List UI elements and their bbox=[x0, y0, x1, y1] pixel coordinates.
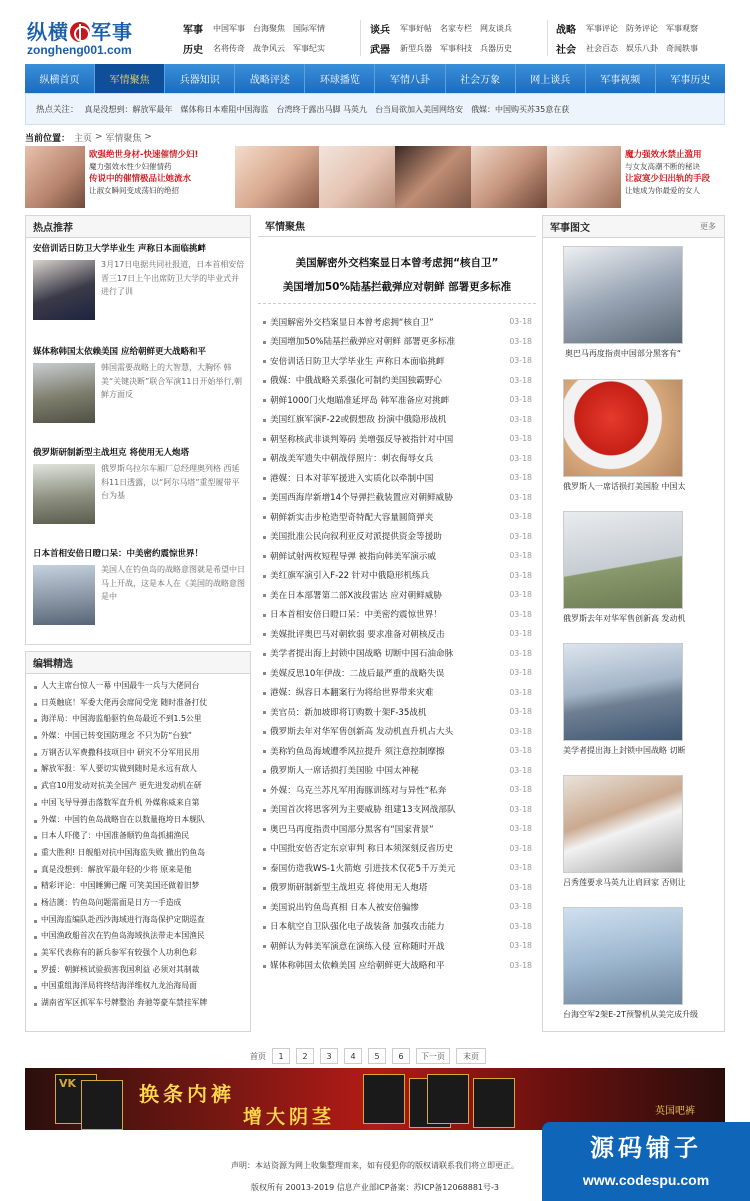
logo-text-a: 纵横 bbox=[27, 20, 69, 44]
picture-caption[interactable]: 俄罗斯人一席话损打美国脸 中国太 bbox=[563, 482, 686, 491]
news-date: 03-18 bbox=[509, 375, 532, 385]
list-item[interactable]: 美军代表称有的新兵参军有较强个人功利色彩 bbox=[33, 947, 245, 964]
topnav-category[interactable]: 军事 bbox=[183, 24, 203, 36]
pager-page[interactable]: 1 bbox=[272, 1048, 290, 1064]
pager-page[interactable]: 3 bbox=[320, 1048, 338, 1064]
topnav-link[interactable]: 名家专栏 bbox=[440, 23, 472, 33]
news-title[interactable]: 美国解密外交档案显日本曾考虑拥“核自卫” bbox=[270, 317, 434, 328]
picture-item[interactable] bbox=[563, 643, 686, 756]
news-date: 03-18 bbox=[509, 882, 532, 892]
picture-thumb[interactable] bbox=[563, 643, 683, 741]
news-date: 03-18 bbox=[509, 570, 532, 580]
news-title[interactable]: 美学者提出海上封锁中国战略 切断中国石油命脉 bbox=[270, 649, 454, 660]
pager-first[interactable]: 首页 bbox=[250, 1051, 266, 1061]
pager-page[interactable]: 2 bbox=[296, 1048, 314, 1064]
hot-item-desc: 俄罗斯乌拉尔车厢厂总经理奥列格 西延科11日透露，以“阿尔马塔”重型履带平台为基 bbox=[101, 464, 240, 500]
news-row[interactable] bbox=[262, 917, 532, 937]
hot-item[interactable] bbox=[33, 547, 247, 601]
list-item[interactable]: 解放军报：军人要切实做到随时是永远有敌人 bbox=[33, 763, 245, 780]
news-date: 03-18 bbox=[509, 687, 532, 697]
list-item[interactable]: 外媒：中国已转变国防理念 不只为防“台独” bbox=[33, 730, 245, 747]
news-date: 03-18 bbox=[509, 434, 532, 444]
news-date: 03-18 bbox=[509, 648, 532, 658]
list-item[interactable]: 武官10用发动对抗美全国产 更先进发动机在研 bbox=[33, 780, 245, 797]
news-title[interactable]: 朝坚称核武非谈判筹码 美增强反导被指针对中国 bbox=[270, 434, 454, 445]
list-item[interactable]: 中国海监编队赴西沙海域进行海岛保护定期巡查 bbox=[33, 914, 245, 931]
topnav-group-1 bbox=[183, 18, 333, 58]
news-date: 03-18 bbox=[509, 336, 532, 346]
news-date: 03-18 bbox=[509, 531, 532, 541]
ad-line: 与女友高潮不断的秘诀 bbox=[625, 162, 700, 171]
topnav-link[interactable]: 新型兵器 bbox=[400, 43, 432, 53]
news-title[interactable]: 奥巴马再度指责中国部分黑客有“国家背景” bbox=[270, 824, 434, 835]
topnav-group-2 bbox=[370, 18, 520, 58]
news-title[interactable]: 美媒反思10年伊战：二战后最严重的战略失误 bbox=[270, 668, 445, 679]
site-logo[interactable] bbox=[27, 16, 177, 60]
picture-news-panel bbox=[542, 215, 725, 1032]
nav-item[interactable]: 纵横首页 bbox=[25, 64, 95, 93]
topnav-link[interactable]: 国际军情 bbox=[293, 23, 325, 33]
hot-topic-link[interactable]: 真是没想到：解放军最年 bbox=[84, 104, 173, 114]
picture-item[interactable] bbox=[563, 246, 683, 359]
news-row[interactable] bbox=[262, 507, 532, 527]
topnav-link[interactable]: 奇闻轶事 bbox=[666, 43, 698, 53]
news-date: 03-18 bbox=[509, 492, 532, 502]
news-date: 03-18 bbox=[509, 414, 532, 424]
news-row[interactable] bbox=[262, 566, 532, 586]
watermark-stamp bbox=[542, 1122, 750, 1201]
picture-caption[interactable]: 奥巴马再度指责中国部分黑客有“ bbox=[564, 349, 682, 358]
news-date: 03-18 bbox=[509, 551, 532, 561]
news-row[interactable] bbox=[262, 878, 532, 898]
news-title[interactable]: 朝鲜1000门火炮瞄准延坪岛 韩军准备应对挑衅 bbox=[270, 395, 450, 406]
breadcrumb-section[interactable]: 军情聚焦 bbox=[105, 133, 142, 144]
footer-disclaimer: 声明：本站资源为网上收集整理而来，如有侵犯你的版权请联系我们将立即更正。 bbox=[231, 1161, 519, 1170]
ad-line: 让寂寞少妇出轨的手段 bbox=[625, 174, 711, 184]
news-row[interactable] bbox=[262, 956, 532, 976]
pager-next[interactable]: 下一页 bbox=[416, 1048, 450, 1064]
ad-photo[interactable] bbox=[235, 146, 319, 208]
list-item[interactable]: 日英触底！军委大佬再会席间受宠 随时准备打仗 bbox=[33, 697, 245, 714]
picture-thumb[interactable] bbox=[563, 775, 683, 873]
news-date: 03-18 bbox=[509, 863, 532, 873]
news-row[interactable] bbox=[262, 410, 532, 430]
news-title[interactable]: 俄罗斯研制新型主战坦克 将使用无人炮塔 bbox=[270, 883, 428, 894]
news-title[interactable]: 朝鲜认为韩美军演意在演练入侵 宣称随时开战 bbox=[270, 941, 445, 952]
news-row[interactable] bbox=[262, 429, 532, 449]
nav-item[interactable]: 兵器知识 bbox=[165, 64, 235, 93]
news-title[interactable]: 朝鲜试射两枚短程导弹 被指向韩美军演示威 bbox=[270, 551, 437, 562]
ad-photo[interactable] bbox=[547, 146, 621, 208]
ad-text-right[interactable] bbox=[621, 146, 725, 208]
nav-item[interactable]: 战略评述 bbox=[235, 64, 305, 93]
news-title[interactable]: 美称钓鱼岛海域遭季风拉提升 须注意控制摩擦 bbox=[270, 746, 445, 757]
hot-topic-link[interactable]: 台当局欲加入美国网络安 bbox=[375, 104, 464, 114]
news-title[interactable]: 美国增加50%陆基拦截弹应对朝鲜 部署更多标准 bbox=[270, 337, 456, 348]
divider bbox=[547, 20, 548, 56]
news-title[interactable]: 美国批准公民向叙利亚反对派提供资金等援助 bbox=[270, 532, 442, 543]
hot-item-image[interactable] bbox=[33, 565, 95, 625]
topnav-link[interactable]: 军事好帖 bbox=[400, 23, 432, 33]
hot-item[interactable] bbox=[33, 345, 247, 399]
product-box bbox=[363, 1074, 405, 1124]
news-date: 03-18 bbox=[509, 824, 532, 834]
hot-recommend-panel bbox=[25, 215, 251, 645]
list-item[interactable]: 万钢否认军费撒科技项目中 研究不分军用民用 bbox=[33, 747, 245, 764]
news-date: 03-18 bbox=[509, 453, 532, 463]
pager-page[interactable]: 4 bbox=[344, 1048, 362, 1064]
pager-page[interactable]: 6 bbox=[392, 1048, 410, 1064]
hot-item-title[interactable]: 俄罗斯研制新型主战坦克 将使用无人炮塔 bbox=[33, 448, 189, 458]
list-item[interactable]: 精彩评论：中国睡狮已醒 可笑美国还做着旧梦 bbox=[33, 880, 245, 897]
news-row[interactable] bbox=[262, 819, 532, 839]
list-item[interactable]: 杨洁篪：钓鱼岛问题需面是日方一手造成 bbox=[33, 897, 245, 914]
news-title[interactable]: 美国红旗军演F-22或假想敌 扮演中俄隐形战机 bbox=[270, 415, 447, 426]
hot-topics-bar bbox=[25, 93, 725, 125]
picture-item[interactable] bbox=[563, 511, 686, 624]
ad-line: 魔力强效水性少妇催情药 bbox=[89, 162, 172, 171]
news-title[interactable]: 外媒：乌克兰苏凡军用海豚训练对与异性“私奔 bbox=[270, 785, 447, 796]
hot-item[interactable] bbox=[33, 242, 247, 296]
panel-title: 军情聚焦 bbox=[258, 215, 536, 237]
main-nav bbox=[25, 64, 725, 93]
news-date: 03-18 bbox=[509, 707, 532, 717]
list-item[interactable]: 湖南省军区抓军车号牌整治 奔驰等豪车禁挂军牌 bbox=[33, 997, 245, 1014]
hot-item-title[interactable]: 安倍训话日防卫大学毕业生 声称日本面临挑衅 bbox=[33, 244, 206, 254]
hot-item-title[interactable]: 媒体称韩国太依赖美国 应给朝鲜更大战略和平 bbox=[33, 347, 206, 357]
picture-item[interactable] bbox=[563, 907, 699, 1020]
more-link[interactable]: 更多 bbox=[700, 222, 716, 231]
news-row[interactable] bbox=[262, 897, 532, 917]
ad-photo[interactable] bbox=[471, 146, 547, 208]
news-date: 03-18 bbox=[509, 960, 532, 970]
list-item[interactable]: 中国渔政船首次在钓鱼岛海域执法带走本国渔民 bbox=[33, 930, 245, 947]
pagination bbox=[250, 1047, 492, 1065]
topnav-link[interactable]: 军事科技 bbox=[440, 43, 472, 53]
news-title[interactable]: 美在日本部署第二部X波段雷达 应对朝鲜威胁 bbox=[270, 590, 442, 601]
site-header bbox=[0, 0, 750, 64]
news-row[interactable] bbox=[262, 936, 532, 956]
news-row[interactable] bbox=[262, 780, 532, 800]
news-date: 03-18 bbox=[509, 804, 532, 814]
news-date: 03-18 bbox=[509, 726, 532, 736]
ad-line: 魔力强效水禁止滥用 bbox=[625, 150, 702, 160]
news-title[interactable]: 美媒批评奥巴马对朝软弱 要求准备对朝核反击 bbox=[270, 629, 445, 640]
topnav-link[interactable]: 娱乐八卦 bbox=[626, 43, 658, 53]
news-row[interactable] bbox=[262, 839, 532, 859]
divider bbox=[258, 303, 536, 304]
news-title[interactable]: 朝鲜新实击步枪造型奇特配大容量圆筒弹夹 bbox=[270, 512, 434, 523]
news-title[interactable]: 俄罗斯去年对华军售创新高 发动机直升机占大头 bbox=[270, 727, 454, 738]
nav-item-active[interactable]: 军情聚焦 bbox=[95, 64, 165, 93]
product-box bbox=[427, 1074, 469, 1124]
news-row[interactable] bbox=[262, 488, 532, 508]
ad-photo[interactable] bbox=[25, 146, 85, 208]
picture-item[interactable] bbox=[563, 775, 686, 888]
news-title[interactable]: 港媒：日本对菲军援进入实质化以牵制中国 bbox=[270, 473, 434, 484]
list-item[interactable]: 重大胜利! 日舰船对抗中国海监失败 撤出钓鱼岛 bbox=[33, 847, 245, 864]
news-date: 03-18 bbox=[509, 785, 532, 795]
crosshair-icon bbox=[70, 22, 90, 42]
news-title[interactable]: 中国批安倍否定东京审判 称日本须深刻反省历史 bbox=[270, 844, 454, 855]
news-row[interactable] bbox=[262, 624, 532, 644]
list-item[interactable]: 人大主席台惊人一幕 中国最牛一兵与大佬同台 bbox=[33, 680, 245, 697]
list-item[interactable]: 罗援：朝鲜核试验损害我国利益 必须对其制裁 bbox=[33, 964, 245, 981]
picture-thumb[interactable] bbox=[563, 379, 683, 477]
news-row[interactable] bbox=[262, 702, 532, 722]
panel-title bbox=[543, 216, 724, 238]
topnav-link[interactable]: 兵器历史 bbox=[480, 43, 512, 53]
news-row[interactable] bbox=[262, 858, 532, 878]
picture-caption[interactable]: 俄罗斯去年对华军售创新高 发动机 bbox=[563, 614, 686, 623]
news-row[interactable] bbox=[262, 585, 532, 605]
nav-item[interactable]: 军情八卦 bbox=[375, 64, 445, 93]
ad-headline: 换条内裤 bbox=[139, 1082, 235, 1106]
panel-title: 编辑精选 bbox=[26, 652, 250, 674]
news-title[interactable]: 朝战美军遗失中朝战俘照片：刺衣侮辱女兵 bbox=[270, 454, 434, 465]
news-row[interactable] bbox=[262, 332, 532, 352]
nav-item[interactable]: 环球播览 bbox=[305, 64, 375, 93]
hot-item-image[interactable] bbox=[33, 260, 95, 320]
news-date: 03-18 bbox=[509, 512, 532, 522]
news-row[interactable] bbox=[262, 390, 532, 410]
news-title[interactable]: 安倍训话日防卫大学毕业生 声称日本面临挑衅 bbox=[270, 356, 445, 367]
news-row[interactable] bbox=[262, 761, 532, 781]
ad-text-left[interactable] bbox=[85, 146, 235, 208]
headline[interactable]: 美国解密外交档案显日本曾考虑拥“核自卫” bbox=[295, 257, 499, 269]
logo-domain: zongheng001.com bbox=[27, 43, 132, 57]
ad-photo[interactable] bbox=[319, 146, 395, 208]
topnav-category[interactable]: 武器 bbox=[370, 44, 390, 56]
focus-news-panel bbox=[258, 215, 536, 1032]
list-item[interactable]: 日本人吓傻了：中国准备顺钓鱼岛抓捕渔民 bbox=[33, 830, 245, 847]
ad-brand: 英国吧裤 bbox=[655, 1106, 695, 1117]
nav-item[interactable]: 社会万象 bbox=[446, 64, 516, 93]
news-title[interactable]: 美国说出钓鱼岛真相 日本人被安倍骗惨 bbox=[270, 902, 419, 913]
news-date: 03-18 bbox=[509, 317, 532, 327]
breadcrumb-home[interactable]: 主页 bbox=[74, 133, 93, 144]
list-item[interactable]: 海洋局：中国海监船驱钓鱼岛最近不到1.5公里 bbox=[33, 713, 245, 730]
breadcrumb-sep: > bbox=[94, 132, 103, 142]
picture-thumb[interactable] bbox=[563, 907, 683, 1005]
editor-list bbox=[33, 680, 245, 1014]
hot-topics-label: 热点关注： bbox=[36, 105, 79, 115]
stamp-url: www.codespu.com bbox=[582, 1172, 710, 1188]
ad-line: 让淑女瞬间变成荡妇的绝招 bbox=[89, 186, 179, 195]
news-title[interactable]: 美国西海岸新增14个导弹拦截装置应对朝鲜威胁 bbox=[270, 493, 453, 504]
news-date: 03-18 bbox=[509, 668, 532, 678]
topnav-group-3 bbox=[556, 18, 706, 58]
news-row[interactable] bbox=[262, 800, 532, 820]
ad-line: 欧强绝世身材-快速催情少妇! bbox=[89, 150, 199, 160]
news-title[interactable]: 美红旗军演引入F-22 针对中俄隐形机练兵 bbox=[270, 571, 430, 582]
footer-copyright: 版权所有 20013-2019 信息产业部ICP备案：苏ICP备12068881号-3 bbox=[250, 1183, 499, 1192]
news-row[interactable] bbox=[262, 741, 532, 761]
topnav-category[interactable]: 战略 bbox=[556, 24, 576, 36]
topnav-link[interactable]: 军事评论 bbox=[586, 23, 618, 33]
editor-picks-panel bbox=[25, 651, 251, 1032]
picture-caption[interactable]: 吕秀莲要求马英九让肩回家 否则让 bbox=[563, 878, 686, 887]
nav-item[interactable]: 网上谈兵 bbox=[516, 64, 586, 93]
headline[interactable]: 美国增加50%陆基拦截弹应对朝鲜 部署更多标准 bbox=[282, 281, 512, 293]
news-date: 03-18 bbox=[509, 902, 532, 912]
news-date: 03-18 bbox=[509, 941, 532, 951]
news-title[interactable]: 俄罗斯人一席话损打美国脸 中国太神秘 bbox=[270, 766, 419, 777]
hot-item-title[interactable]: 日本首相安倍日瞪口呆：中美密约震惊世界！ bbox=[33, 549, 204, 559]
news-date: 03-18 bbox=[509, 629, 532, 639]
divider bbox=[360, 20, 361, 56]
topnav-link[interactable]: 中国军事 bbox=[213, 23, 245, 33]
news-row[interactable] bbox=[262, 605, 532, 625]
news-row[interactable] bbox=[262, 527, 532, 547]
product-box bbox=[473, 1078, 515, 1128]
hot-item-desc: 美国人在钓鱼岛的战略意图就是希望中日马上开战，这是本人在《美国的战略意图是中 bbox=[101, 565, 245, 601]
stamp-text: 源码铺子 bbox=[590, 1134, 702, 1162]
logo-text-b: 军事 bbox=[91, 20, 133, 44]
news-date: 03-18 bbox=[509, 356, 532, 366]
news-title[interactable]: 美官员：新加坡即将订购数十架F-35战机 bbox=[270, 707, 427, 718]
news-row[interactable] bbox=[262, 722, 532, 742]
top-ad-banner[interactable] bbox=[25, 146, 725, 208]
hot-topic-link[interactable]: 俄媒：中国购买苏35意在获 bbox=[471, 104, 570, 114]
topnav-link[interactable]: 名将传奇 bbox=[213, 43, 245, 53]
topnav-category[interactable]: 历史 bbox=[183, 44, 203, 56]
news-title[interactable]: 媒体称韩国太依赖美国 应给朝鲜更大战略和平 bbox=[270, 961, 445, 972]
hot-item-desc: 3月17日电据共同社报道，日本首相安倍晋三17日上午出席防卫大学的毕业式并进行了训 bbox=[101, 260, 245, 296]
topnav-link[interactable]: 军事观察 bbox=[666, 23, 698, 33]
news-row[interactable] bbox=[262, 546, 532, 566]
picture-item[interactable] bbox=[563, 379, 686, 492]
hot-item-desc: 韩国需要战略上的大智慧，大胸怀 韩美“关键决断”联合军演11日开始举行,朝鲜方面反 bbox=[101, 363, 243, 399]
hot-item[interactable] bbox=[33, 446, 247, 500]
breadcrumb-sep: > bbox=[144, 132, 152, 142]
bottom-ad-banner[interactable] bbox=[25, 1068, 725, 1130]
picture-caption[interactable]: 美学者提出海上封锁中国战略 切断 bbox=[563, 746, 686, 755]
breadcrumb-label: 当前位置： bbox=[25, 133, 71, 144]
news-list bbox=[262, 312, 532, 975]
ad-photo[interactable] bbox=[395, 146, 471, 208]
news-title[interactable]: 港媒：纵容日本翻案行为将给世界带来灾难 bbox=[270, 688, 434, 699]
hot-item-image[interactable] bbox=[33, 464, 95, 524]
news-title[interactable]: 泰国仿造我WS-1火箭炮 引进技术仅花5千万美元 bbox=[270, 863, 456, 874]
news-row[interactable] bbox=[262, 683, 532, 703]
news-date: 03-18 bbox=[509, 843, 532, 853]
topnav-category[interactable]: 谈兵 bbox=[370, 24, 390, 36]
news-row[interactable] bbox=[262, 449, 532, 469]
pager-last[interactable]: 末页 bbox=[456, 1048, 486, 1064]
news-title[interactable]: 美国首次将思客列为主要威胁 组建13支网战部队 bbox=[270, 805, 456, 816]
ad-line: 让她成为你最爱的女人 bbox=[625, 186, 700, 195]
topnav-category[interactable]: 社会 bbox=[556, 44, 576, 56]
list-item[interactable]: 真是没想到：解放军最年轻的少将 原来是他 bbox=[33, 864, 245, 881]
news-date: 03-18 bbox=[509, 921, 532, 931]
news-title[interactable]: 日本航空自卫队强化电子战装备 加强攻击能力 bbox=[270, 922, 445, 933]
list-item[interactable]: 中国飞导导弹击落数军直升机 外媒称威来自第 bbox=[33, 797, 245, 814]
news-date: 03-18 bbox=[509, 395, 532, 405]
topnav-link[interactable]: 战争风云 bbox=[253, 43, 285, 53]
topnav-link[interactable]: 网友谈兵 bbox=[480, 23, 512, 33]
news-row[interactable] bbox=[262, 351, 532, 371]
breadcrumb bbox=[25, 129, 152, 145]
panel-title-text: 军事图文 bbox=[550, 223, 590, 234]
list-item[interactable]: 中国重组海洋局将终结海洋维权九龙治海局面 bbox=[33, 980, 245, 997]
news-row[interactable] bbox=[262, 644, 532, 664]
news-date: 03-18 bbox=[509, 765, 532, 775]
nav-item[interactable]: 军事历史 bbox=[670, 75, 711, 86]
picture-caption[interactable]: 台海空军2架E-2T预警机从美完成升级 bbox=[563, 1010, 699, 1019]
topnav-link[interactable]: 防务评论 bbox=[626, 23, 658, 33]
topnav-link[interactable]: 台海聚焦 bbox=[253, 23, 285, 33]
news-row[interactable] bbox=[262, 468, 532, 488]
news-title[interactable]: 日本首相安倍日瞪口呆：中美密约震惊世界！ bbox=[270, 610, 442, 621]
news-date: 03-18 bbox=[509, 590, 532, 600]
news-row[interactable] bbox=[262, 663, 532, 683]
topnav-link[interactable]: 社会百态 bbox=[586, 43, 618, 53]
hot-topic-link[interactable]: 台湾终于露出马脚 马英九 bbox=[276, 104, 368, 114]
product-box bbox=[81, 1080, 123, 1130]
picture-thumb[interactable] bbox=[563, 511, 683, 609]
topnav-link[interactable]: 军事纪实 bbox=[293, 43, 325, 53]
panel-title: 热点推荐 bbox=[26, 216, 250, 238]
news-row[interactable] bbox=[262, 312, 532, 332]
ad-headline: 增大阴茎 bbox=[243, 1106, 336, 1128]
hot-topic-link[interactable]: 媒体称日本难阻中国海监 bbox=[180, 104, 269, 114]
news-date: 03-18 bbox=[509, 746, 532, 756]
ad-line: 传说中的催情极品让她流水 bbox=[89, 174, 192, 184]
product-label: VK bbox=[59, 1077, 77, 1090]
list-item[interactable]: 外媒：中国钓鱼岛战略盲在以数量拖垮日本舰队 bbox=[33, 814, 245, 831]
nav-item[interactable]: 军事视频 bbox=[586, 64, 656, 93]
news-row[interactable] bbox=[262, 371, 532, 391]
news-date: 03-18 bbox=[509, 609, 532, 619]
news-date: 03-18 bbox=[509, 473, 532, 483]
hot-item-image[interactable] bbox=[33, 363, 95, 423]
news-title[interactable]: 俄媒：中俄战略关系强化可制约美国独霸野心 bbox=[270, 376, 442, 387]
pager-page[interactable]: 5 bbox=[368, 1048, 386, 1064]
picture-thumb[interactable] bbox=[563, 246, 683, 344]
